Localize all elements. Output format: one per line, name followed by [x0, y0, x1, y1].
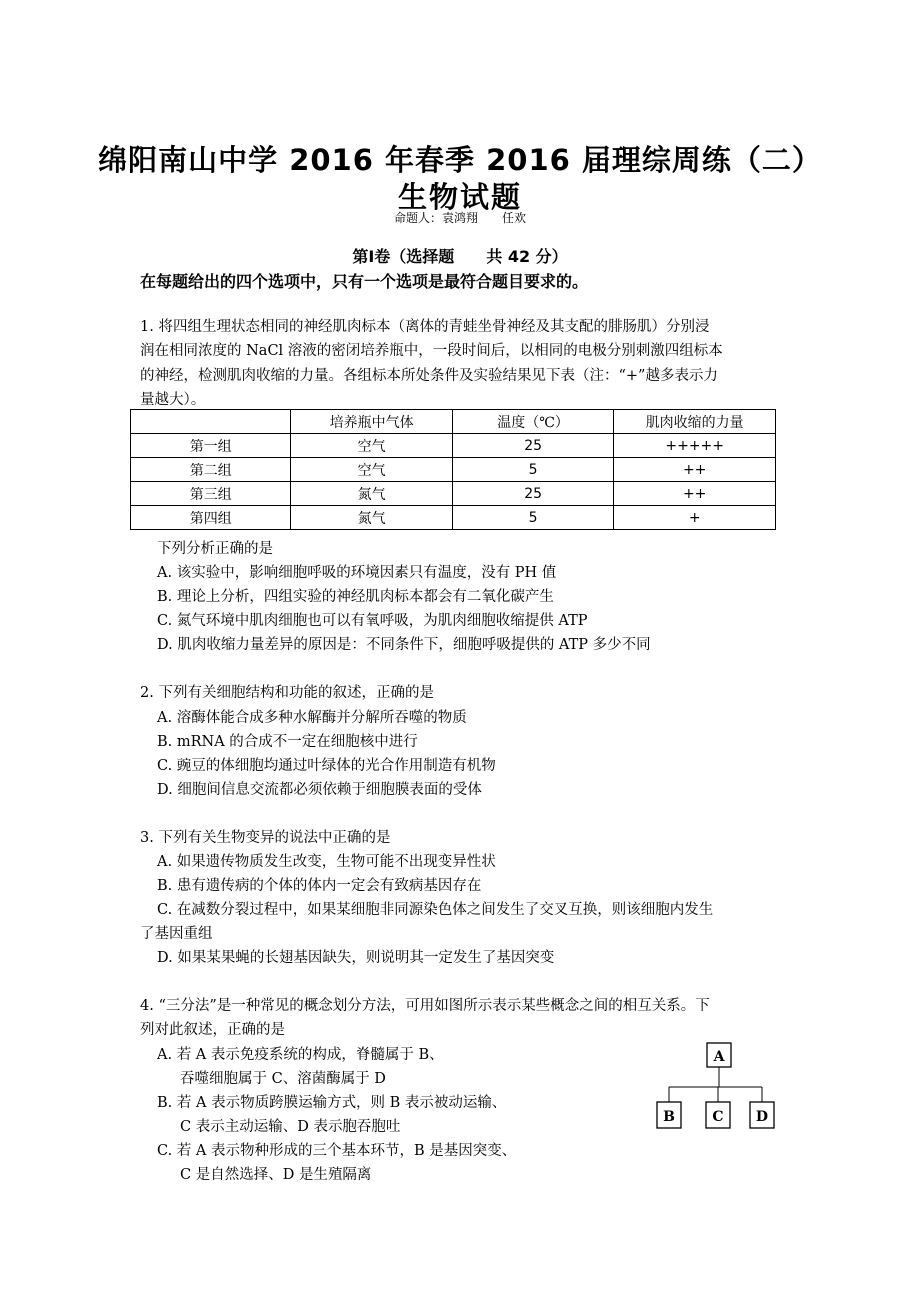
diagram-node-c [706, 1102, 730, 1128]
table-header-cell: 培养瓶中气体 [291, 410, 452, 434]
table-header-row [131, 410, 776, 434]
q4-stem-line-2: 列对此叙述，正确的是 [140, 1022, 285, 1038]
diagram-label-b: B [663, 1109, 675, 1125]
table-cell: 第三组 [131, 482, 291, 506]
q4-option-b: B. 若 A 表示物质跨膜运输方式，则 B 表示被动运输、 [157, 1095, 507, 1111]
table-cell: ++ [614, 458, 776, 482]
diagram-node-b [657, 1102, 681, 1128]
q1-option-b: B. 理论上分析，四组实验的神经肌肉标本都会有二氧化碳产生 [157, 589, 554, 605]
part-title: 第Ⅰ卷（选择题 共 42 分） [352, 247, 568, 266]
table-row [131, 434, 776, 458]
diagram-node-a [707, 1043, 731, 1067]
q2-stem: 2. 下列有关细胞结构和功能的叙述，正确的是 [140, 685, 434, 701]
q2-option-b: B. mRNA 的合成不一定在细胞核中进行 [157, 734, 418, 750]
q4-option-c: C. 若 A 表示物种形成的三个基本环节，B 是基因突变、 [157, 1143, 517, 1159]
q1-option-a: A. 该实验中，影响细胞呼吸的环境因素只有温度，没有 PH 值 [157, 565, 557, 581]
q4-option-b-continued: C 表示主动运输、D 表示胞吞胞吐 [180, 1119, 401, 1135]
table-cell: 第二组 [131, 458, 291, 482]
table-header-cell: 肌肉收缩的力量 [614, 410, 776, 434]
table-header-cell [131, 410, 291, 434]
q1-stem-line-1: 1. 将四组生理状态相同的神经肌肉标本（离体的青蛙坐骨神经及其支配的腓肠肌）分别浸 [140, 319, 710, 335]
q1-question: 下列分析正确的是 [157, 541, 273, 557]
q3-option-a: A. 如果遗传物质发生改变，生物可能不出现变异性状 [157, 854, 496, 870]
diagram-label-c: C [712, 1109, 724, 1125]
diagram-node-d [750, 1102, 774, 1128]
q3-option-b: B. 患有遗传病的个体的体内一定会有致病基因存在 [157, 878, 482, 894]
q2-option-c: C. 豌豆的体细胞均通过叶绿体的光合作用制造有机物 [157, 758, 496, 774]
q4-option-a-continued: 吞噬细胞属于 C、溶菌酶属于 D [180, 1071, 386, 1087]
instruction: 在每题给出的四个选项中，只有一个选项是最符合题目要求的。 [140, 272, 589, 291]
table-cell: 25 [452, 482, 614, 506]
table-header-cell: 温度（℃） [452, 410, 614, 434]
exam-subtitle: 生物试题 [397, 180, 522, 214]
q3-option-c: C. 在减数分裂过程中，如果某细胞非同源染色体之间发生了交叉互换，则该细胞内发生 [157, 902, 714, 918]
q3-option-c-continued: 了基因重组 [140, 926, 213, 942]
q1-option-d: D. 肌肉收缩力量差异的原因是：不同条件下，细胞呼吸提供的 ATP 多少不同 [157, 637, 651, 653]
table-cell: 5 [452, 506, 614, 530]
table-cell: +++++ [614, 434, 776, 458]
table-cell: 空气 [291, 434, 452, 458]
table-cell: + [614, 506, 776, 530]
q2-option-d: D. 细胞间信息交流都必须依赖于细胞膜表面的受体 [157, 782, 482, 798]
q1-stem-line-2: 润在相同浓度的 NaCl 溶液的密闭培养瓶中，一段时间后，以相同的电极分别刺激四组标本 [140, 343, 723, 359]
concept-diagram [650, 1040, 780, 1135]
table-row [131, 506, 776, 530]
table-cell: ++ [614, 482, 776, 506]
q4-stem-line-1: 4. “三分法”是一种常见的概念划分方法，可用如图所示表示某些概念之间的相互关系。下 [140, 998, 710, 1014]
table-row [131, 482, 776, 506]
table-cell: 第四组 [131, 506, 291, 530]
table-cell: 氮气 [291, 482, 452, 506]
table-cell: 氮气 [291, 506, 452, 530]
exam-title: 绵阳南山中学 2016 年春季 2016 届理综周练（二） [98, 143, 822, 177]
table-cell: 5 [452, 458, 614, 482]
q1-option-c: C. 氮气环境中肌肉细胞也可以有氧呼吸，为肌肉细胞收缩提供 ATP [157, 613, 588, 629]
q3-option-d: D. 如果某果蝇的长翅基因缺失，则说明其一定发生了基因突变 [157, 950, 555, 966]
q3-stem: 3. 下列有关生物变异的说法中正确的是 [140, 830, 391, 846]
table-cell: 空气 [291, 458, 452, 482]
diagram-label-a: A [713, 1049, 725, 1065]
q1-stem-line-3: 的神经，检测肌肉收缩的力量。各组标本所处条件及实验结果见下表（注：“+”越多表示力 [140, 368, 718, 384]
author-line: 命题人：袁鸿翔 任欢 [393, 211, 526, 225]
q1-results-table [130, 409, 776, 530]
q2-option-a: A. 溶酶体能合成多种水解酶并分解所吞噬的物质 [157, 710, 467, 726]
table-cell: 第一组 [131, 434, 291, 458]
diagram-label-d: D [755, 1109, 769, 1125]
table-cell: 25 [452, 434, 614, 458]
q1-stem-line-4: 量越大）。 [140, 392, 206, 408]
q4-option-a: A. 若 A 表示免疫系统的构成，脊髓属于 B、 [157, 1047, 444, 1063]
table-row [131, 458, 776, 482]
q4-option-c-continued: C 是自然选择、D 是生殖隔离 [180, 1167, 372, 1183]
